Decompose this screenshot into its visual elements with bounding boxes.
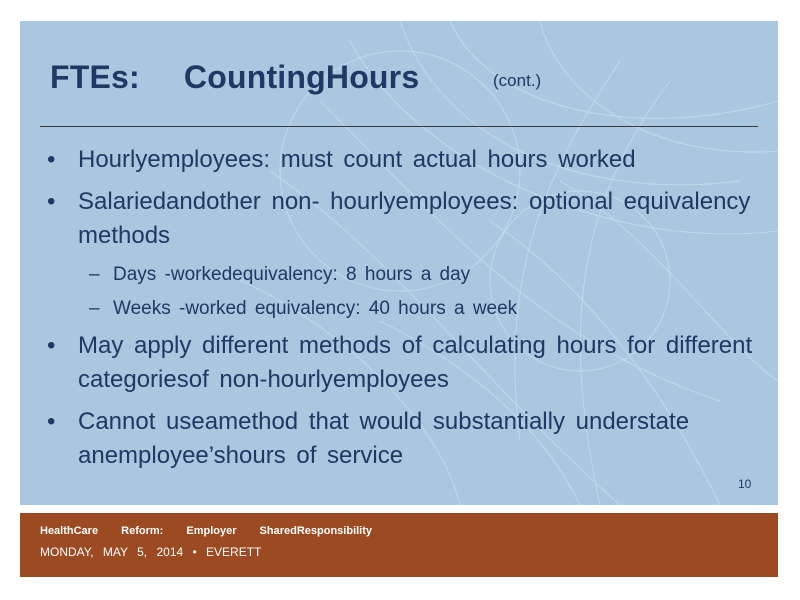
bullet-dot-icon: • bbox=[47, 188, 56, 215]
sub-bullet-item bbox=[20, 295, 778, 323]
footer-bar bbox=[20, 513, 778, 577]
sub-bullet-item bbox=[20, 261, 778, 289]
bullet-item bbox=[20, 405, 778, 473]
sub-bullet-dash-icon: – bbox=[89, 298, 100, 319]
bullet-text: Salariedandother non- hourlyemployees: optional equivalency methods bbox=[78, 188, 751, 249]
bullet-text: Hourlyemployees: must count actual hours worked bbox=[78, 146, 636, 173]
bullet-dot-icon: • bbox=[47, 146, 56, 173]
bullet-list bbox=[20, 143, 778, 481]
title-part-ftes: FTEs: bbox=[50, 59, 140, 95]
title-suffix: (cont.) bbox=[493, 71, 542, 90]
sub-bullet-dash-icon: – bbox=[89, 264, 100, 285]
bullet-text: Cannot useamethod that would substantially understate anemployee’shours of service bbox=[78, 408, 690, 469]
title-part-counting-hours: CountingHours bbox=[183, 59, 420, 95]
bullet-dot-icon: • bbox=[47, 408, 56, 435]
footer-date-location: MONDAY, MAY 5, 2014 • EVERETT bbox=[40, 545, 262, 559]
title-divider bbox=[40, 126, 758, 127]
slide-title bbox=[50, 59, 750, 109]
bullet-dot-icon: • bbox=[47, 332, 56, 359]
sub-bullet-text: Weeks -worked equivalency: 40 hours a week bbox=[113, 298, 518, 319]
sub-bullet-text: Days -workedequivalency: 8 hours a day bbox=[113, 264, 471, 285]
slide bbox=[20, 21, 778, 505]
footer-presentation-title: HealthCare Reform: Employer SharedResponsibility bbox=[40, 525, 373, 537]
bullet-item bbox=[20, 185, 778, 253]
bullet-item bbox=[20, 329, 778, 397]
bullet-item bbox=[20, 143, 778, 177]
slide-number: 10 bbox=[738, 477, 752, 491]
bullet-text: May apply different methods of calculating hours for different categoriesof non-hourlyemployees bbox=[78, 332, 753, 393]
title-text bbox=[50, 59, 419, 96]
